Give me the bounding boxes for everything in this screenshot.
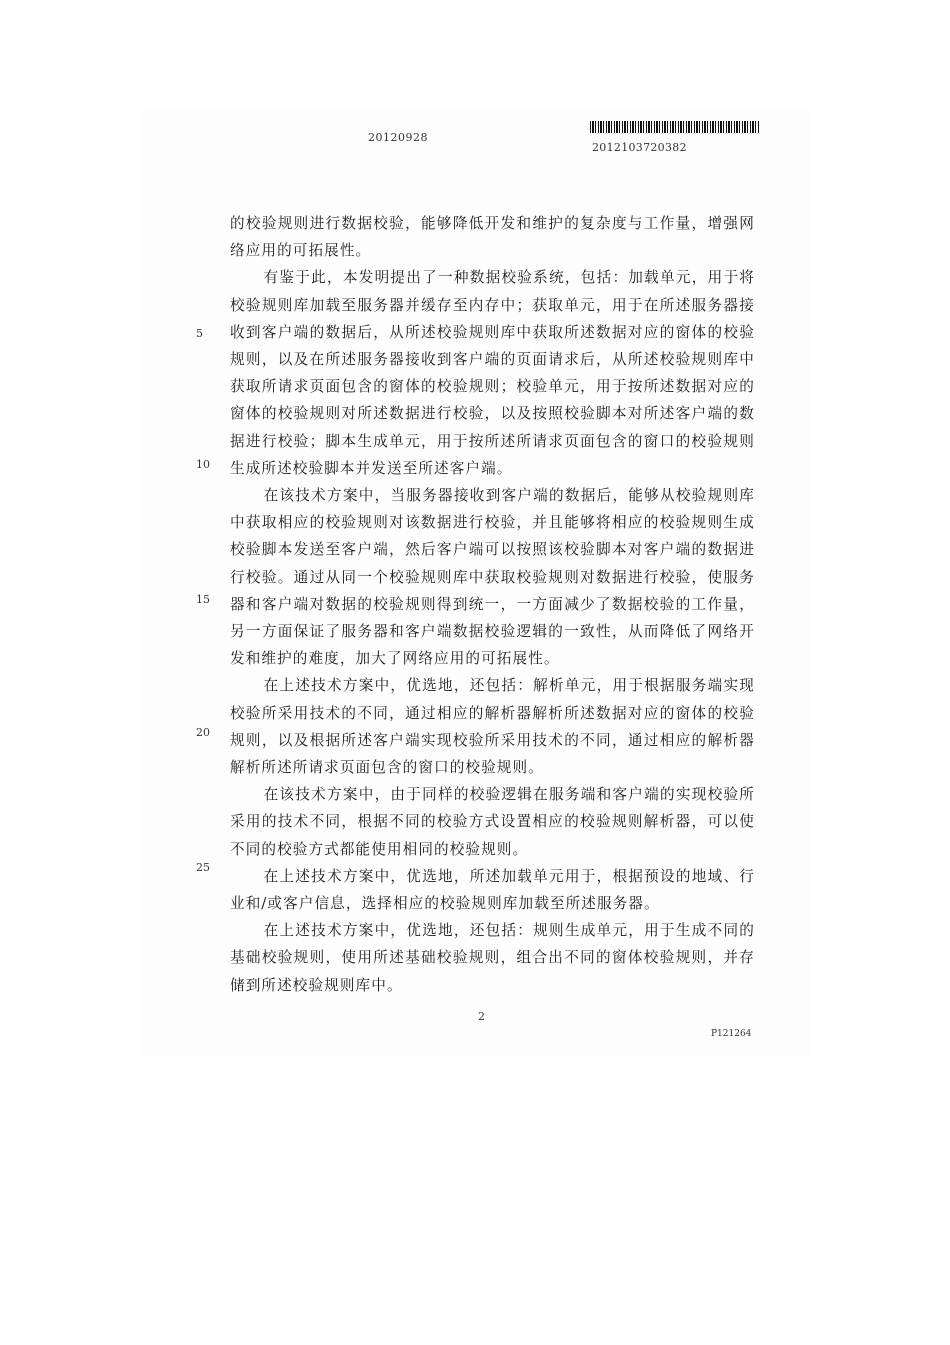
line-number: 10 (196, 458, 210, 471)
page-number: 2 (478, 1010, 485, 1023)
paragraph: 在上述技术方案中，优选地，所述加载单元用于，根据预设的地域、行业和/或客户信息，选择相应的校验规则库加载至所述服务器。 (230, 867, 755, 913)
line-number: 25 (196, 861, 210, 874)
barcode (590, 121, 760, 133)
paragraph-continued: 的校验规则进行数据校验，能够降低开发和维护的复杂度与工作量，增强网络应用的可拓展性。 (230, 215, 755, 260)
body-text (230, 210, 755, 999)
header-doc-number: 2012103720382 (592, 141, 687, 154)
paragraph: 有鉴于此，本发明提出了一种数据校验系统，包括：加载单元，用于将校验规则库加载至服务器并缓存至内存中；获取单元，用于在所述服务器接收到客户端的数据后，从所述校验规则库中获取所述数据对应的窗体的校验规则，以及在所述服务器接收到客户端的页面请求后，从所述校验规则库中获取所请求页面包含的窗体的校验规则；校验单元，用于按所述数据对应的窗体的校验规则对所述数据进行校验，以及按照校验脚本对所述客户端的数据进行校验；脚本生成单元，用于按所述所请求页面包含的窗口的校验规则生成所述校验脚本并发送至所述客户端。 (230, 269, 755, 477)
paragraph: 在上述技术方案中，优选地，还包括：规则生成单元，用于生成不同的基础校验规则，使用所述基础校验规则，组合出不同的窗体校验规则，并存储到所述校验规则库中。 (230, 922, 755, 994)
paragraph: 在该技术方案中，当服务器接收到客户端的数据后，能够从校验规则库中获取相应的校验规则对该数据进行校验，并且能够将相应的校验规则生成校验脚本发送至客户端，然后客户端可以按照该校验脚本对客户端的数据进行校验。通过从同一个校验规则库中获取校验规则对数据进行校验，使服务器和客户端对数据的校验规则得到统一，一方面减少了数据校验的工作量，另一方面保证了服务器和客户端数据校验逻辑的一致性，从而降低了网络开发和维护的难度，加大了网络应用的可拓展性。 (230, 487, 755, 668)
line-number: 20 (196, 726, 210, 739)
header-date: 20120928 (368, 131, 428, 144)
paragraph: 在上述技术方案中，优选地，还包括：解析单元，用于根据服务端实现校验所采用技术的不同，通过相应的解析器解析所述数据对应的窗体的校验规则，以及根据所述客户端实现校验所采用技术的不同，通过相应的解析器解析所述所请求页面包含的窗口的校验规则。 (230, 677, 755, 777)
paragraph: 在该技术方案中，由于同样的校验逻辑在服务端和客户端的实现校验所采用的技术不同，根据不同的校验方式设置相应的校验规则解析器，可以使不同的校验方式都能使用相同的校验规则。 (230, 786, 755, 858)
document-code: P121264 (711, 1029, 752, 1039)
line-number: 15 (196, 593, 210, 606)
line-number: 5 (196, 327, 203, 340)
